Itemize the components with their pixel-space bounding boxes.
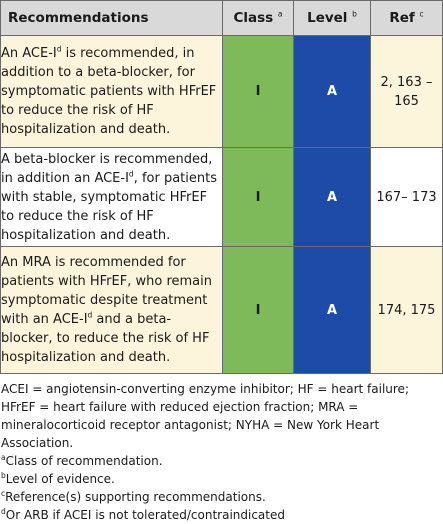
class-cell: I xyxy=(223,247,294,374)
ref-cell: 174, 175 xyxy=(371,247,443,374)
table-row xyxy=(1,148,443,247)
level-cell: A xyxy=(294,36,371,148)
recommendation-text: A beta-blocker is recommended, in addition an ACE-$I^d$, for patients with stable, symptomatic HFrEF to reduce the risk of HF hospitalization and death. xyxy=(1,148,223,247)
header-class: Class $^a$ xyxy=(223,1,294,36)
header-ref: Ref $^c$ xyxy=(371,1,443,36)
ref-cell: 167– 173 xyxy=(371,148,443,247)
footnote-c: $^c$Reference(s) supporting recommendations. xyxy=(1,489,266,504)
table-header-row xyxy=(1,1,443,36)
level-cell: A xyxy=(294,148,371,247)
footnote-a: $^a$Class of recommendation. xyxy=(1,453,163,468)
header-level: Level $^b$ xyxy=(294,1,371,36)
table-row xyxy=(1,36,443,148)
table-row xyxy=(1,247,443,374)
recommendation-text: An ACE-$I^d$ is recommended, in addition to a beta-blocker, for symptomatic patients with HFrEF to reduce the risk of HF hospitalization and death. xyxy=(1,36,223,148)
ref-cell: 2, 163 –165 xyxy=(371,36,443,148)
header-recommendations: Recommendations xyxy=(1,1,223,36)
table-footnotes xyxy=(1,380,441,524)
footnote-d: $^d$Or ARB if ACEI is not tolerated/contraindicated xyxy=(1,507,285,522)
recommendation-text: An MRA is recommended for patients with HFrEF, who remain symptomatic despite treatment with an ACE-$I^d$ and a beta-blocker, to reduce the risk of HF hospitalization and death. xyxy=(1,247,223,374)
level-cell: A xyxy=(294,247,371,374)
abbreviations-note: ACEI = angiotensin-converting enzyme inhibitor; HF = heart failure; HFrEF = heart failure with reduced ejection fraction; MRA = mineralocorticoid receptor antagonist; NYHA = New York Heart Association. xyxy=(1,382,409,450)
footnote-b: $^b$Level of evidence. xyxy=(1,471,115,486)
class-cell: I xyxy=(223,148,294,247)
class-cell: I xyxy=(223,36,294,148)
